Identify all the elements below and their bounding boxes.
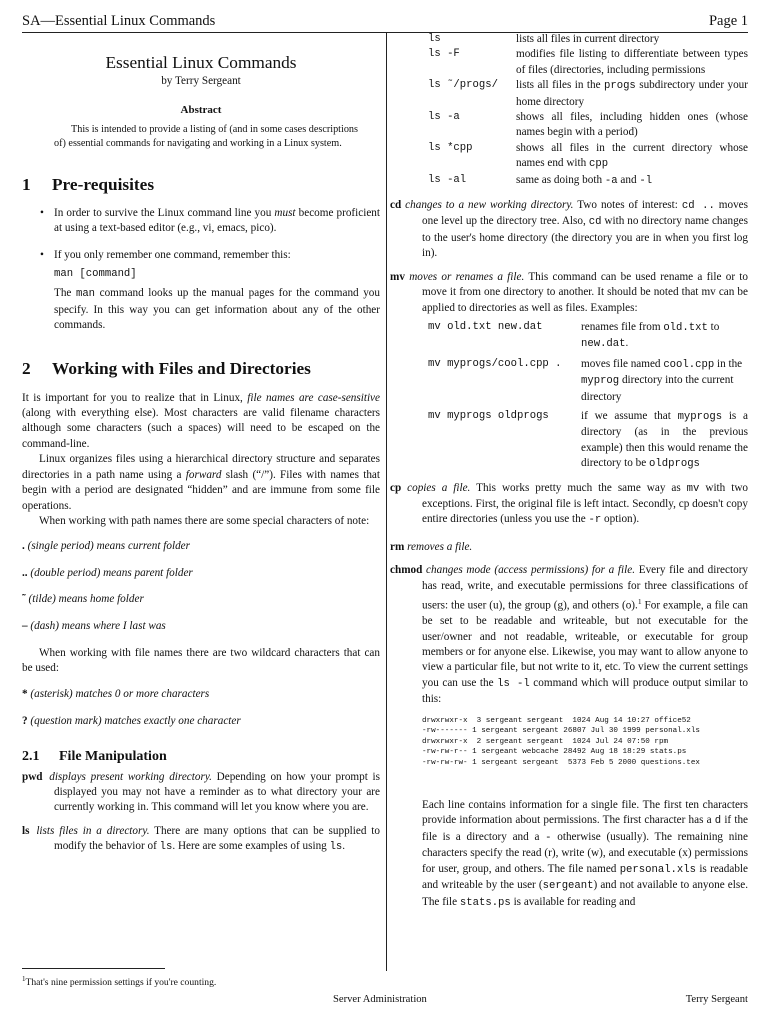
footnote-number: 1 — [22, 975, 26, 983]
table-row: ls -al same as doing both -a and -l — [428, 173, 653, 187]
command-term: cd — [390, 199, 402, 212]
section-number: 1 — [22, 174, 31, 194]
paragraph: Linux organizes files using a hierarchical directory structure and separates directories in a path name using a forward slash (“/”). Files with names that begin with a period are designated “hidden” and are immune from some file operations. — [22, 453, 381, 512]
right-column — [390, 32, 748, 911]
table-row: ls lists all files in current directory — [428, 33, 660, 45]
list-item: ˜ (tilde) means home folder — [22, 593, 144, 606]
running-header — [22, 12, 748, 32]
section-title: Pre-requisites — [52, 174, 155, 194]
rm-entry: rm removes a file. — [390, 540, 473, 553]
cp-entry: cp copies a file. This works pretty much the same way as mv with two exceptions. First, the original file is left intact. Secondly, cp doesn't copy entire directories (unless you use the -r option). — [390, 481, 748, 527]
pwd-entry: pwd displays present working directory. Depending on how your prompt is displayed you may not have a reminder as to what directory your are currently working in. This command will let you know where you are. — [22, 770, 380, 814]
command-term: chmod — [390, 564, 423, 577]
list-item: * (asterisk) matches 0 or more characters — [22, 687, 210, 700]
bullet-paragraph: The man command looks up the manual pages for the command you specify. In this way you can get information about any of the other commands. — [54, 287, 380, 332]
abstract-heading: Abstract — [180, 104, 222, 117]
table-row: ls -a shows all files, including hidden ones (whose names begin with a period) — [428, 111, 748, 139]
bullet-item — [22, 206, 380, 237]
table-row: ls *cpp shows all files in the current directory whose names end with cpp — [428, 141, 748, 171]
left-column — [22, 33, 380, 856]
table-row: ls ˜/progs/ lists all files in the progs subdirectory under your home directory — [428, 79, 748, 108]
footnote — [22, 973, 216, 989]
page-number: Page 1 — [708, 13, 748, 29]
header-title: SA—Essential Linux Commands — [22, 13, 216, 29]
ls-listing-output: drwxrwxr-x 3 sergeant sergeant 1024 Aug 14 10:27 office52 -rw------- 1 sergeant sergeant 26807 Jul 30 1999 personal.xls drwxrwxr-x 2 sergeant sergeant 1024 Jul 24 07:50 rpm -rw-rw-r-- 1 sergeant webcache 28492 Aug 18 18:29 stats.ps -rw-rw-rw- 1 sergeant sergeant 5373 Feb 5 2000 questions.tex — [422, 716, 700, 767]
ls-options-table — [428, 32, 748, 189]
bullet-item — [22, 248, 380, 334]
cd-entry: cd changes to a new working directory. Two notes of interest: cd .. moves one level up the directory tree. Also, cd with no directory name changes to the user's home directory (the directory you are in when you first log in). — [390, 199, 748, 260]
list-item: – (dash) means where I last was — [22, 619, 166, 632]
command-term: ls — [22, 824, 30, 837]
document-author: by Terry Sergeant — [161, 75, 241, 87]
abstract-body — [54, 123, 358, 151]
subsection-number: 2.1 — [22, 748, 40, 764]
table-row: mv myprogs/cool.cpp . moves file named cool.cpp in the myprog directory into the current directory — [428, 357, 743, 403]
ls-entry: ls lists files in a directory. There are many options that can be supplied to modify the behavior of ls. Here are some examples of using ls. — [22, 824, 381, 854]
command-term: cp — [390, 481, 402, 494]
paragraph: When working with path names there are some special characters of note: — [39, 514, 370, 527]
footer-course: Server Administration — [333, 994, 427, 1005]
mv-entry: mv moves or renames a file. This command can be used rename a file or to move it from one directory to another. It should be noted that mv can be applied to directories as well as files. Examples: — [390, 270, 749, 314]
paragraph: When working with file names there are two wildcard characters that can be used: — [22, 646, 380, 675]
list-item: .. (double period) means parent folder — [22, 566, 193, 579]
table-row: mv old.txt new.dat renames file from old.txt to new.dat. — [428, 320, 720, 351]
footer-author: Terry Sergeant — [685, 994, 748, 1005]
footnote-rule — [22, 968, 165, 969]
bullet-text: become proficient at using a text-based editor (e.g., vi, emacs, pico). — [54, 206, 380, 235]
paragraph: It is important for you to realize that in Linux, file names are case-sensitive (along with everything else). Most characters are valid filename characters although some characters (such a spaces) will need to be escaped on the command-line. — [22, 391, 380, 450]
command-term: pwd — [22, 770, 43, 783]
chmod-entry: chmod changes mode (access permissions) for a file. Every file and directory has read, write, and executable permissions for three classifications of users: the user (u), the group (g), and others (o).$^1$ For example, a file can be set to be readable and writeable, but not executable for the user/owner and not readable, writeable, or executable for group members or for anyone else. Likewise, you may want to allow anyone to view a particular file, but not write to it, etc. To view the current settings you can use the ls -l command which will produce output similar to this: — [390, 564, 749, 706]
footnote-mark: 1 — [637, 597, 642, 606]
command-example: man [command] — [54, 268, 137, 281]
command-term: mv — [390, 270, 405, 283]
bullet-icon: • — [40, 206, 44, 219]
subsection-title: File Manipulation — [59, 748, 167, 764]
section-number: 2 — [22, 358, 31, 378]
bullet-emphasis: must — [274, 206, 296, 219]
command-term: rm — [390, 540, 405, 553]
subsection-2-1-heading — [22, 748, 380, 766]
document-title: Essential Linux Commands — [105, 53, 297, 72]
list-item: . (single period) means current folder — [22, 540, 190, 553]
abstract-text: This is intended to provide a listing of (and in some cases descriptions of) essential commands for navigating and working in a Linux system. — [54, 123, 358, 149]
table-row: ls -F modifies file listing to differentiate between types of files (directories, including permissions — [428, 48, 748, 76]
bullet-text: If you only remember one command, remember this: — [54, 248, 291, 261]
bullet-text: In order to survive the Linux command line you — [54, 206, 275, 219]
section-1-heading — [22, 174, 380, 196]
bullet-icon: • — [40, 248, 44, 261]
column-divider — [386, 32, 387, 971]
mv-examples-table — [428, 320, 748, 473]
section-title: Working with Files and Directories — [52, 358, 311, 378]
special-chars-list — [22, 539, 380, 634]
wildcard-list — [22, 687, 380, 730]
footnote-text: That's nine permission settings if you're counting. — [25, 977, 217, 989]
section-2-heading — [22, 358, 380, 380]
table-row: mv myprogs oldprogs if we assume that myprogs is a directory (as in the previous example) then this would rename the directory to be oldprogs — [428, 409, 748, 471]
list-item: ? (question mark) matches exactly one character — [22, 715, 241, 728]
chmod-explanation: Each line contains information for a single file. The first ten characters provide information about permissions. The first character has a d if the file is a directory and a - otherwise (usually). The remaining nine characters specify the read (r), write (w), and executable (x) permissions for user, group, and others. The file named personal.xls is readable and writeable by the user (sergeant) and not available to anyone else. The file stats.ps is available for reading and — [422, 799, 748, 909]
